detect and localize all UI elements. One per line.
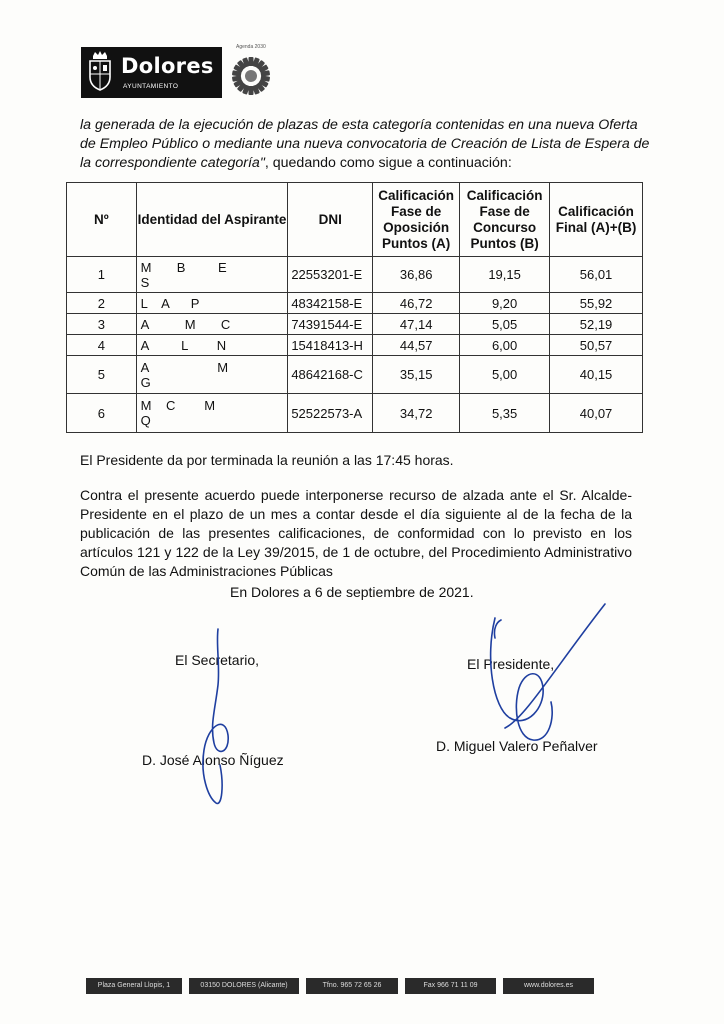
cell-dni: 22553201-E — [288, 257, 373, 293]
identity-line: A M — [140, 359, 229, 375]
secretary-signature — [190, 625, 250, 810]
cell-oposicion: 36,86 — [373, 257, 460, 293]
intro-plain: , quedando como sigue a continuación: — [264, 155, 512, 171]
cell-identity — [136, 314, 288, 335]
header-concurso: Calificación Fase de Concurso Puntos (B) — [460, 183, 550, 257]
cell-concurso: 5,00 — [460, 356, 550, 394]
table-row — [67, 257, 643, 293]
cell-identity — [136, 293, 288, 314]
cell-oposicion: 47,14 — [373, 314, 460, 335]
cell-dni: 48642168-C — [288, 356, 373, 394]
cell-number: 5 — [67, 356, 137, 394]
coat-of-arms-icon — [85, 50, 115, 94]
grades-table — [66, 182, 643, 433]
cell-final: 52,19 — [550, 314, 643, 335]
identity-line: G — [140, 374, 151, 390]
appeal-paragraph: Contra el presente acuerdo puede interponerse recurso de alzada ante el Sr. Alcalde-Presidente en el plazo de un mes a contar desde el día siguiente al de la fecha de la publicación de las presentes calificaciones, de conformidad con lo previsto en los artículos 121 y 122 de la Ley 39/2015, de 1 de octubre, del Procedimiento Administrativo Común de las Administraciones Públicas — [80, 487, 632, 579]
header-identity: Identidad del Aspirante — [136, 183, 288, 257]
identity-line: L A P — [140, 295, 200, 311]
table-row — [67, 314, 643, 335]
identity-line: M C M — [140, 398, 216, 413]
table-row — [67, 356, 643, 394]
intro-italic: la generada de la ejecución de plazas de esta categoría contenidas en una nueva Oferta de Empleo Público o mediante una nueva convocatoria de Creación de Lista de Espera de la correspondiente categoría" — [80, 117, 650, 171]
agenda-label: Agenda 2030 — [236, 44, 266, 50]
cell-concurso: 5,05 — [460, 314, 550, 335]
identity-line: Q — [140, 413, 151, 428]
president-title: El Presidente, — [467, 656, 555, 672]
intro-paragraph — [80, 116, 650, 173]
table-row — [67, 293, 643, 314]
cell-concurso: 6,00 — [460, 335, 550, 356]
cell-concurso: 5,35 — [460, 394, 550, 433]
cell-final: 50,57 — [550, 335, 643, 356]
president-signature — [455, 598, 615, 768]
cell-oposicion: 46,72 — [373, 293, 460, 314]
header-oposicion: Calificación Fase de Oposición Puntos (A) — [373, 183, 460, 257]
cell-dni: 74391544-E — [288, 314, 373, 335]
footer-web[interactable]: www.dolores.es — [503, 978, 594, 994]
identity-line: S — [140, 274, 150, 290]
closing-statement: El Presidente da por terminada la reunión a las 17:45 horas. — [80, 452, 454, 468]
header-final: Calificación Final (A)+(B) — [550, 183, 643, 257]
logo-name: Dolores — [121, 54, 214, 78]
cell-number: 6 — [67, 394, 137, 433]
president-name: D. Miguel Valero Peñalver — [436, 738, 598, 754]
cell-dni: 52522573-A — [288, 394, 373, 433]
cell-identity — [136, 257, 288, 293]
footer-address: Plaza General Llopis, 1 — [86, 978, 182, 994]
cell-identity — [136, 335, 288, 356]
table-row — [67, 335, 643, 356]
table-row — [67, 394, 643, 433]
identity-line: A L N — [140, 337, 227, 353]
footer-phone: Tfno. 965 72 65 26 — [306, 978, 398, 994]
cell-number: 2 — [67, 293, 137, 314]
cell-oposicion: 35,15 — [373, 356, 460, 394]
secretary-title: El Secretario, — [175, 652, 260, 668]
identity-line: A M C — [140, 316, 231, 332]
table-header-row — [67, 183, 643, 257]
agenda-2030-wheel-icon — [227, 46, 275, 98]
cell-identity — [136, 394, 288, 433]
logo-subtitle: AYUNTAMIENTO — [123, 83, 179, 90]
secretary-name: D. José Alonso Ñíguez — [142, 752, 284, 768]
cell-concurso: 19,15 — [460, 257, 550, 293]
header-dni: DNI — [288, 183, 373, 257]
cell-oposicion: 44,57 — [373, 335, 460, 356]
cell-concurso: 9,20 — [460, 293, 550, 314]
cell-final: 40,07 — [550, 394, 643, 433]
cell-final: 40,15 — [550, 356, 643, 394]
header-number: Nº — [67, 183, 137, 257]
cell-number: 1 — [67, 257, 137, 293]
footer-fax: Fax 966 71 11 09 — [405, 978, 496, 994]
cell-identity — [136, 356, 288, 394]
cell-final: 56,01 — [550, 257, 643, 293]
cell-oposicion: 34,72 — [373, 394, 460, 433]
cell-dni: 48342158-E — [288, 293, 373, 314]
cell-dni: 15418413-H — [288, 335, 373, 356]
cell-number: 4 — [67, 335, 137, 356]
footer-postal: 03150 DOLORES (Alicante) — [189, 978, 299, 994]
dolores-logo — [81, 47, 222, 98]
cell-final: 55,92 — [550, 293, 643, 314]
date-line: En Dolores a 6 de septiembre de 2021. — [230, 584, 474, 600]
identity-line: M B E — [140, 259, 227, 275]
cell-number: 3 — [67, 314, 137, 335]
